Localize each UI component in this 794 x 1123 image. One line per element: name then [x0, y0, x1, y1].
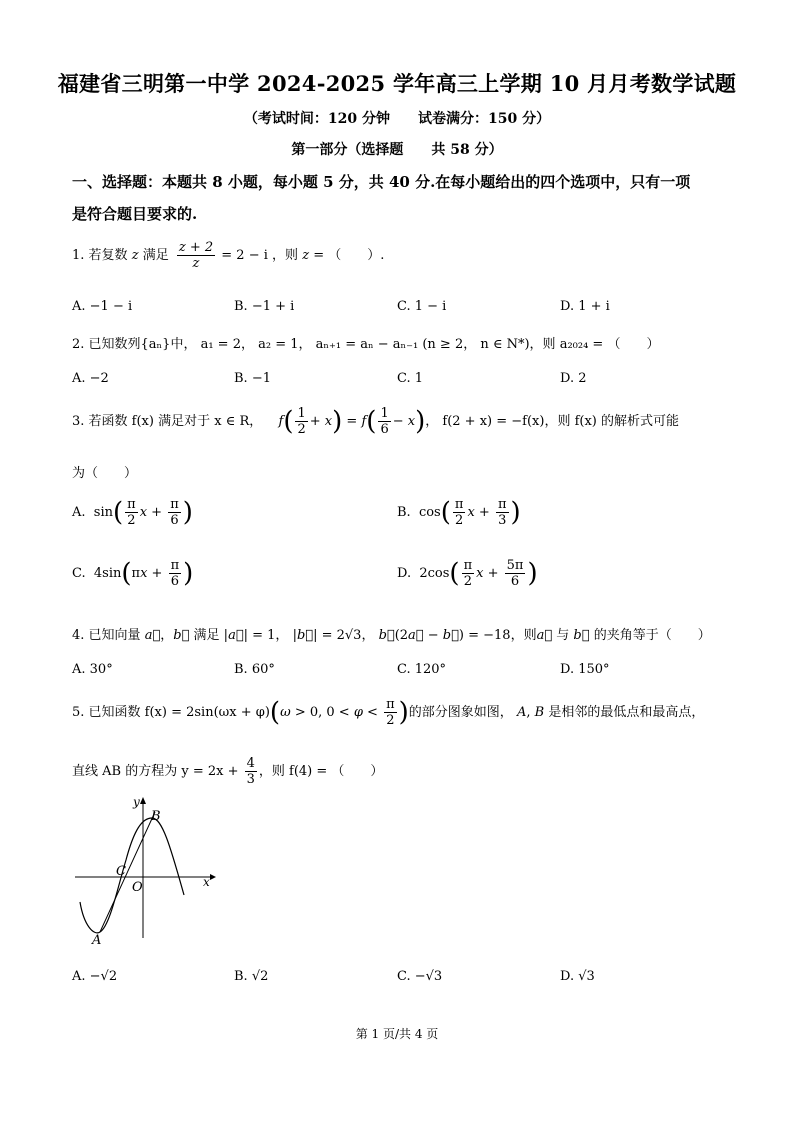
q2-option-c: C. 1 — [397, 371, 424, 386]
q2-option-b: B. −1 — [234, 371, 271, 386]
q1-option-a: A. −1 − i — [72, 299, 133, 314]
question-1: 1. 若复数 z 满足 $\frac{z + 2}{z}$ = 2 − i ，则 z = （ ）. — [72, 240, 385, 271]
question-4: 4. 已知向量 a⃗，b⃗ 满足 |a⃗| = 1， |b⃗| = 2√3， b⃗(2a⃗ − b⃗) = −18，则a⃗ 与 b⃗ 的夹角等于（ ） — [72, 628, 711, 643]
q1-option-d: D. 1 + i — [560, 299, 610, 314]
point-b-label: B — [151, 809, 161, 824]
q4-option-c: C. 120° — [397, 662, 447, 677]
q1-suffix: ，则 — [272, 248, 299, 263]
q2-option-a: A. −2 — [72, 371, 109, 386]
q5-sine-graph — [70, 790, 220, 950]
origin-label: O — [132, 880, 143, 895]
sine-curve — [80, 818, 184, 933]
q4-option-d: D. 150° — [560, 662, 610, 677]
page-footer: 第 1 页/共 4 页 — [355, 1027, 439, 1041]
part-heading: 第一部分（选择题 共 58 分） — [291, 142, 503, 158]
q1-rhs: = 2 − i — [221, 248, 268, 263]
q1-fraction: $\frac{z + 2}{z}$ — [178, 240, 214, 271]
x-label: x — [203, 875, 210, 889]
section-instructions-line1: 一、选择题：本题共 8 小题，每小题 5 分，共 40 分.在每小题给出的四个选项中，只有一项 — [72, 173, 691, 191]
q4-option-b: B. 60° — [234, 662, 275, 677]
q2-option-d: D. 2 — [560, 371, 587, 386]
q1-option-b: B. −1 + i — [234, 299, 295, 314]
q5-option-b: B. √2 — [234, 969, 269, 984]
line-ab — [100, 812, 155, 932]
question-5-line2: 直线 AB 的方程为 y = 2x + $\frac{4}{3}$ ，则 f(4) = （ ） — [72, 756, 384, 787]
point-c-label: C — [116, 864, 126, 879]
q5-option-d: D. √3 — [560, 969, 595, 984]
q1-prefix: 1. 若复数 — [72, 248, 128, 263]
q5-option-a: A. −√2 — [72, 969, 118, 984]
question-2: 2. 已知数列{aₙ}中， a₁ = 2， a₂ = 1， aₙ₊₁ = aₙ − aₙ₋₁ (n ≥ 2， n ∈ N*)，则 a₂₀₂₄ = （ ） — [72, 337, 660, 352]
q1-mid: 满足 — [142, 248, 169, 263]
q3-option-b: B. cos( $\frac{\pi}{2}$ x + $\frac{\pi}{3}$ ) — [397, 497, 521, 528]
question-3-line1: 3. 若函数 f(x) 满足对于 x ∈ R， f( $\frac{1}{2}$ + x) = f( $\frac{1}{6}$ − x)， f(2 + x) = −f(x)，则 f(x) 的解析式可能 — [72, 406, 679, 437]
question-5-line1: 5. 已知函数 f(x) = 2sin(ωx + φ)(ω > 0, 0 < φ < $\frac{\pi}{2}$ )的部分图象如图， A, B 是相邻的最低点和最高点， — [72, 697, 705, 728]
section-instructions-line2: 是符合题目要求的. — [72, 205, 198, 223]
y-label: y — [133, 795, 140, 809]
q1-end: = （ ）. — [313, 248, 385, 263]
page-title: 福建省三明第一中学 2024-2025 学年高三上学期 10 月月考数学试题 — [57, 71, 737, 96]
q1-option-c: C. 1 − i — [397, 299, 447, 314]
q4-option-a: A. 30° — [72, 662, 113, 677]
x-axis-arrow-icon — [210, 874, 216, 880]
q3-option-d: D. 2cos( $\frac{\pi}{2}$ x + $\frac{5\pi}{6}$ ) — [397, 558, 538, 589]
q5-option-c: C. −√3 — [397, 969, 443, 984]
exam-info: （考试时间：120 分钟 试卷满分：150 分） — [243, 111, 551, 127]
q3-option-a: A. sin( $\frac{\pi}{2}$ x + $\frac{\pi}{6}$ ) — [72, 497, 193, 528]
point-a-label: A — [92, 933, 102, 948]
q3-option-c: C. 4sin(πx + $\frac{\pi}{6}$ ) — [72, 558, 194, 589]
y-axis-arrow-icon — [140, 797, 146, 804]
question-3-line2: 为（ ） — [72, 466, 138, 481]
